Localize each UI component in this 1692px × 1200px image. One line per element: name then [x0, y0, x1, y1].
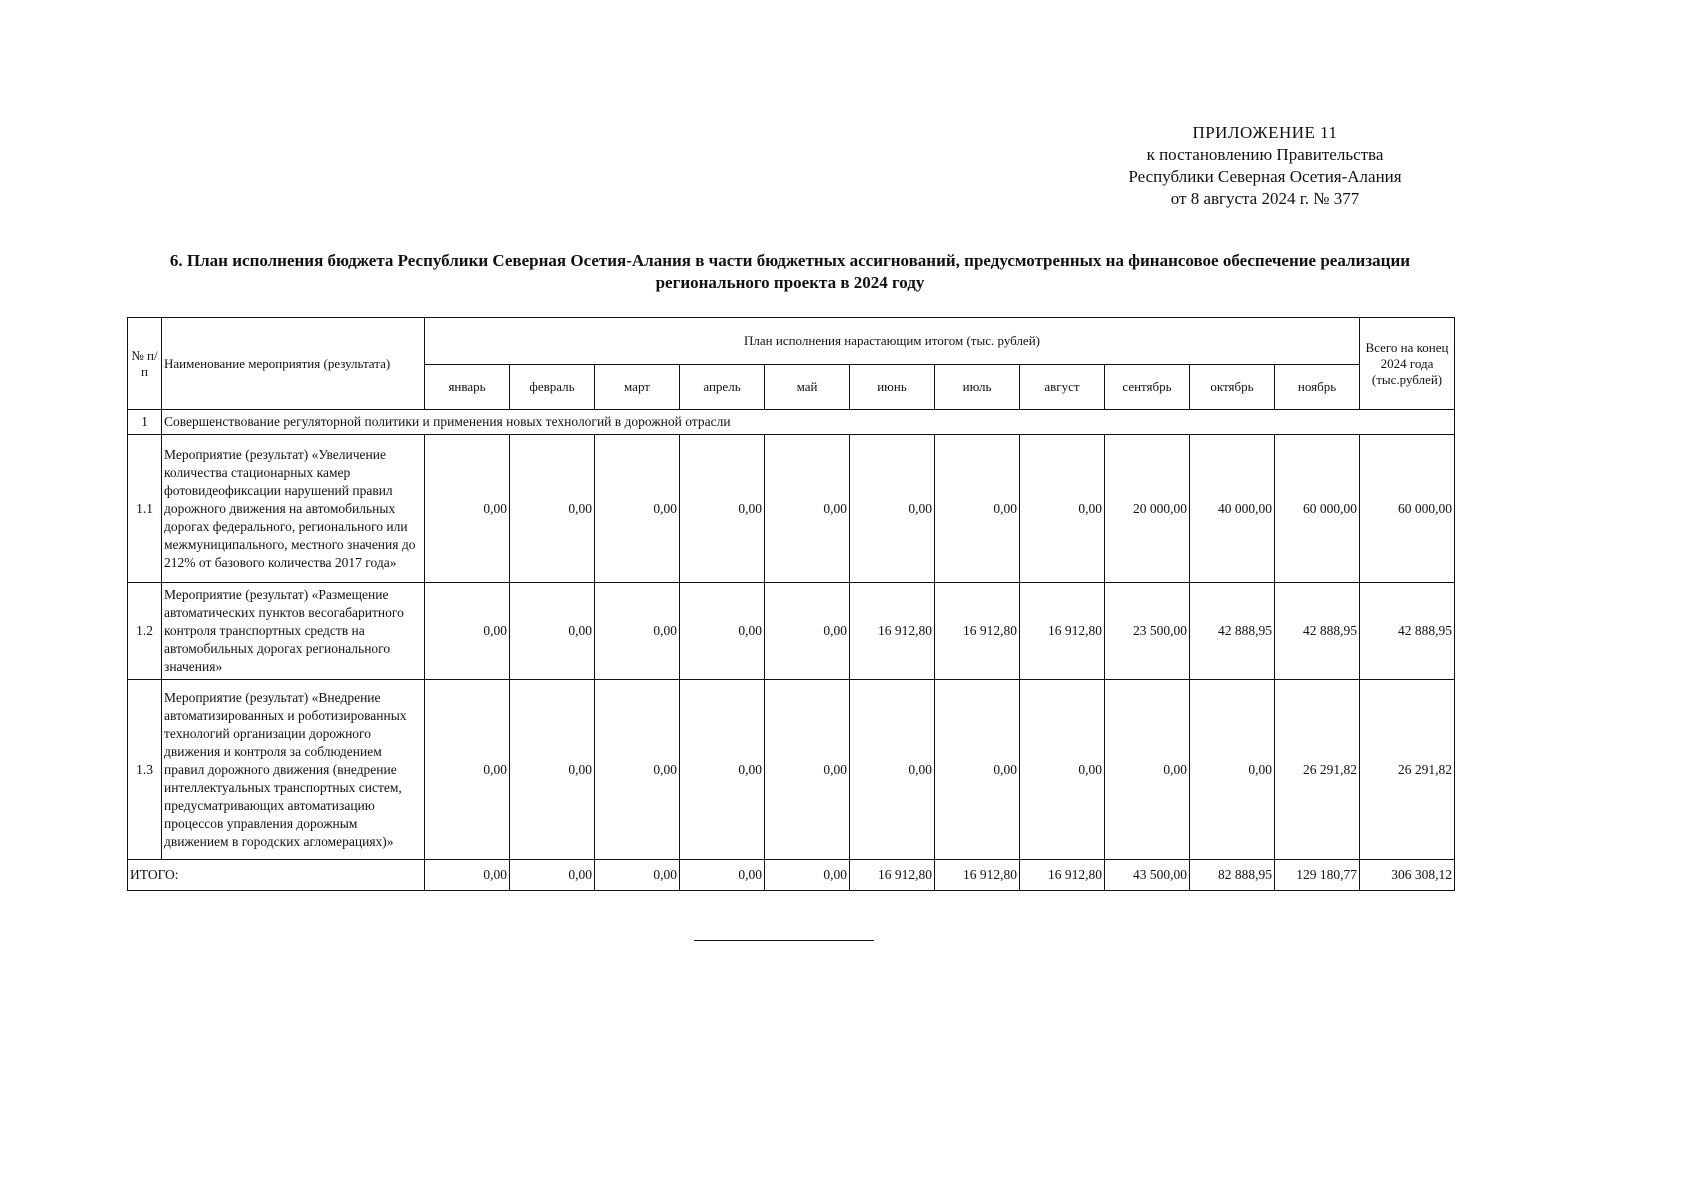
annex-date: от 8 августа 2024 г. № 377	[1170, 189, 1360, 208]
table-row	[128, 435, 1455, 583]
totals-cell: 16 912,80	[850, 860, 935, 891]
value-cell: 0,00	[935, 435, 1020, 583]
month-header: сентябрь	[1105, 365, 1190, 410]
totals-cell: 82 888,95	[1190, 860, 1275, 891]
value-cell: 0,00	[510, 435, 595, 583]
row-total: 60 000,00	[1360, 435, 1455, 583]
value-cell: 0,00	[680, 680, 765, 860]
row-num: 1.1	[128, 435, 162, 583]
value-cell: 16 912,80	[1020, 583, 1105, 680]
row-name: Мероприятие (результат) «Внедрение автоматизированных и роботизированных технологий организации дорожного движения и контроля за соблюдением правил дорожного движения (внедрение интеллектуальных транспортных систем, предусматривающих автоматизацию процессов управления дорожным движением в городских агломерациях)»	[162, 680, 425, 860]
title-line: 6. План исполнения бюджета Республики Северная Осетия-Алания в части бюджетных ассигнований, предусмотренных на финансовое обеспечение реализации	[169, 251, 1411, 270]
row-name: Мероприятие (результат) «Размещение автоматических пунктов весогабаритного контроля транспортных средств на автомобильных дорогах регионального значения»	[162, 583, 425, 680]
value-cell: 0,00	[595, 583, 680, 680]
value-cell: 20 000,00	[1105, 435, 1190, 583]
value-cell: 40 000,00	[1190, 435, 1275, 583]
table-row	[128, 583, 1455, 680]
value-cell: 0,00	[510, 583, 595, 680]
header-num: № п/п	[128, 318, 162, 410]
value-cell: 0,00	[765, 583, 850, 680]
totals-row	[128, 860, 1455, 891]
totals-label: ИТОГО:	[128, 860, 425, 891]
month-header: январь	[425, 365, 510, 410]
month-header: июль	[935, 365, 1020, 410]
row-total: 42 888,95	[1360, 583, 1455, 680]
month-header: февраль	[510, 365, 595, 410]
row-total: 26 291,82	[1360, 680, 1455, 860]
value-cell: 0,00	[425, 435, 510, 583]
value-cell: 0,00	[850, 435, 935, 583]
table-row	[128, 680, 1455, 860]
month-header: август	[1020, 365, 1105, 410]
value-cell: 16 912,80	[850, 583, 935, 680]
totals-cell: 129 180,77	[1275, 860, 1360, 891]
row-name: Мероприятие (результат) «Увеличение количества стационарных камер фотовидеофиксации нарушений правил дорожного движения на автомобильных дорогах федерального, регионального или межмуниципального, местного значения до 212% от базового количества 2017 года»	[162, 435, 425, 583]
totals-cell: 43 500,00	[1105, 860, 1190, 891]
budget-plan-table	[127, 317, 1455, 891]
month-header: июнь	[850, 365, 935, 410]
month-header: март	[595, 365, 680, 410]
value-cell: 0,00	[680, 583, 765, 680]
annex-title: ПРИЛОЖЕНИЕ 11	[1192, 123, 1338, 142]
value-cell: 0,00	[425, 680, 510, 860]
totals-cell: 0,00	[595, 860, 680, 891]
value-cell: 0,00	[850, 680, 935, 860]
value-cell: 0,00	[1105, 680, 1190, 860]
totals-cell: 16 912,80	[1020, 860, 1105, 891]
totals-cell: 16 912,80	[935, 860, 1020, 891]
value-cell: 0,00	[1020, 680, 1105, 860]
value-cell: 42 888,95	[1275, 583, 1360, 680]
totals-cell: 0,00	[765, 860, 850, 891]
header-plan: План исполнения нарастающим итогом (тыс. рублей)	[425, 318, 1360, 365]
value-cell: 0,00	[680, 435, 765, 583]
grand-total: 306 308,12	[1360, 860, 1455, 891]
value-cell: 0,00	[595, 680, 680, 860]
annex-line: Республики Северная Осетия-Алания	[1128, 167, 1402, 186]
value-cell: 42 888,95	[1190, 583, 1275, 680]
totals-cell: 0,00	[680, 860, 765, 891]
totals-cell: 0,00	[510, 860, 595, 891]
section-row	[128, 410, 1455, 435]
month-header: май	[765, 365, 850, 410]
row-num: 1.3	[128, 680, 162, 860]
header-name: Наименование мероприятия (результата)	[162, 318, 425, 410]
value-cell: 0,00	[935, 680, 1020, 860]
document-title	[120, 250, 1460, 294]
value-cell: 16 912,80	[935, 583, 1020, 680]
month-header: ноябрь	[1275, 365, 1360, 410]
value-cell: 26 291,82	[1275, 680, 1360, 860]
value-cell: 0,00	[1020, 435, 1105, 583]
value-cell: 0,00	[765, 680, 850, 860]
value-cell: 0,00	[1190, 680, 1275, 860]
value-cell: 0,00	[510, 680, 595, 860]
title-line: регионального проекта в 2024 году	[655, 273, 925, 292]
section-name: Совершенствование регуляторной политики и применения новых технологий в дорожной отрасли	[162, 410, 1455, 435]
month-header: апрель	[680, 365, 765, 410]
value-cell: 0,00	[595, 435, 680, 583]
header-total: Всего на конец 2024 года (тыс.рублей)	[1360, 318, 1455, 410]
value-cell: 60 000,00	[1275, 435, 1360, 583]
month-header: октябрь	[1190, 365, 1275, 410]
row-num: 1.2	[128, 583, 162, 680]
section-num: 1	[128, 410, 162, 435]
value-cell: 0,00	[425, 583, 510, 680]
signature-divider	[694, 940, 874, 941]
value-cell: 23 500,00	[1105, 583, 1190, 680]
annex-line: к постановлению Правительства	[1146, 145, 1384, 164]
annex-block	[1120, 122, 1410, 210]
totals-cell: 0,00	[425, 860, 510, 891]
value-cell: 0,00	[765, 435, 850, 583]
